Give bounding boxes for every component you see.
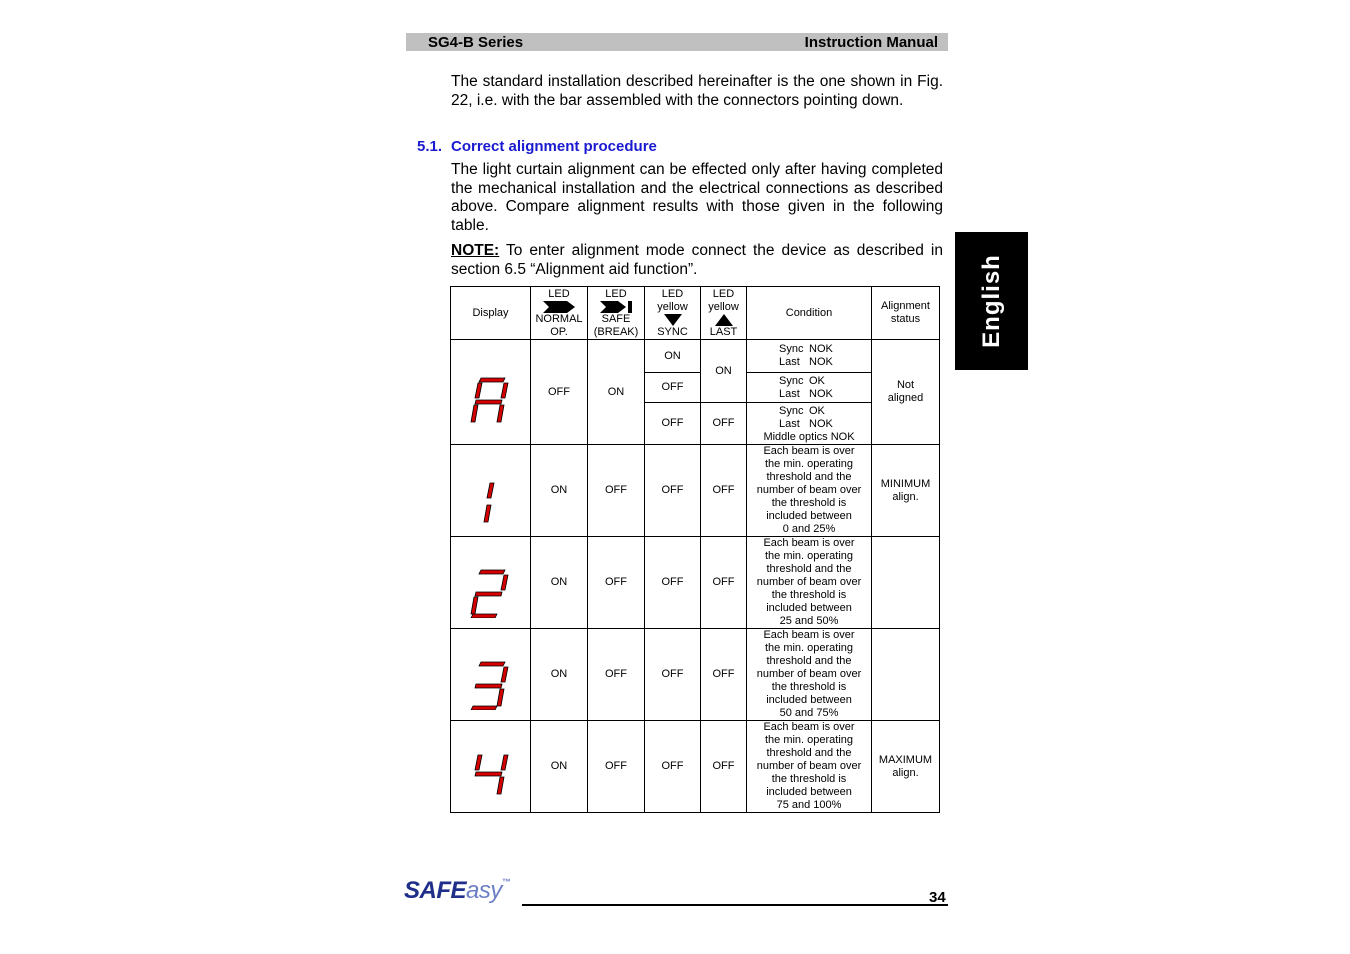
row-4-status: MAXIMUM align. [872,721,940,813]
row-4-sync: OFF [645,721,701,813]
alignment-table [450,286,940,813]
note-text: To enter alignment mode connect the device as described in section 6.5 “Alignment aid function”. [451,242,943,278]
safe-break-arrow-icon [600,301,632,313]
row-1-status: MINIMUM align. [872,445,940,537]
row-1-sync: OFF [645,445,701,537]
row-3-safe: OFF [588,629,645,721]
intro-paragraph: The standard installation described hereinafter is the one shown in Fig. 22, i.e. with the bar assembled with the connectors pointing down. [451,73,943,109]
row-3-sync: OFF [645,629,701,721]
row-a-normal: OFF [531,340,588,445]
row-2-cond: Each beam is over the min. operating threshold and the number of beam over the threshold is included between 25 and 50% [747,537,872,629]
language-tab [955,232,1028,370]
table-row [451,445,940,537]
header-display: Display [451,287,531,340]
row-3-cond: Each beam is over the min. operating threshold and the number of beam over the threshold is included between 50 and 75% [747,629,872,721]
row-2-normal: ON [531,537,588,629]
section-title: Correct alignment procedure [451,138,657,155]
display-digit-2 [451,537,531,629]
row-a-cond-1: Sync NOK Last NOK [747,340,872,373]
row-2-safe: OFF [588,537,645,629]
display-digit-3 [451,629,531,721]
segment-display-4-icon [469,748,513,798]
header-led-sync: LED yellow SYNC [645,287,701,340]
table-row [451,721,940,813]
safeasy-logo: SAFEasy™ [404,877,511,904]
segment-display-2-icon [469,568,513,618]
note-label: NOTE: [451,242,500,259]
normal-op-arrow-icon [543,301,575,313]
table-header-row [451,287,940,340]
row-1-cond: Each beam is over the min. operating threshold and the number of beam over the threshold is included between 0 and 25% [747,445,872,537]
row-2-status [872,537,940,629]
row-2-last: OFF [701,537,747,629]
table-row [451,340,940,373]
note-paragraph [451,242,943,279]
header-condition: Condition [747,287,872,340]
page-number: 34 [929,889,946,906]
footer-rule [522,904,948,906]
table-row [451,537,940,629]
section-heading [417,138,657,155]
row-a-status: Not aligned [872,340,940,445]
row-a-last-2: OFF [701,403,747,445]
body-paragraph: The light curtain alignment can be effected only after having completed the mechanical installation and the electrical connections as described above. Compare alignment results with those given in the following table. [451,161,943,234]
triangle-up-icon [715,314,733,326]
row-a-sync-1: ON [645,340,701,373]
row-3-status [872,629,940,721]
segment-display-3-icon [469,660,513,710]
row-a-cond-3: Sync OK Last NOK Middle optics NOK [747,403,872,445]
row-3-last: OFF [701,629,747,721]
header-led-normal: LED NORMAL OP. [531,287,588,340]
header-bar [406,33,948,51]
row-4-cond: Each beam is over the min. operating threshold and the number of beam over the threshold is included between 75 and 100% [747,721,872,813]
header-series: SG4-B Series [428,34,524,51]
row-a-sync-3: OFF [645,403,701,445]
header-manual: Instruction Manual [804,34,938,51]
header-led-safe: LED SAFE (BREAK) [588,287,645,340]
language-tab-label: English [977,254,1005,348]
header-led-last: LED yellow LAST [701,287,747,340]
row-1-safe: OFF [588,445,645,537]
row-1-normal: ON [531,445,588,537]
row-4-safe: OFF [588,721,645,813]
section-number: 5.1. [417,138,443,155]
row-a-safe: ON [588,340,645,445]
row-3-normal: ON [531,629,588,721]
display-digit-4 [451,721,531,813]
row-a-last-1: ON [701,340,747,403]
segment-display-a-icon [469,376,513,426]
header-status: Alignment status [872,287,940,340]
table-row [451,629,940,721]
triangle-down-icon [664,314,682,326]
row-a-cond-2: Sync OK Last NOK [747,373,872,403]
display-digit-1 [451,445,531,537]
row-a-sync-2: OFF [645,373,701,403]
row-1-last: OFF [701,445,747,537]
row-2-sync: OFF [645,537,701,629]
row-4-last: OFF [701,721,747,813]
row-4-normal: ON [531,721,588,813]
segment-display-1-icon [469,476,513,526]
display-digit-a [451,340,531,445]
